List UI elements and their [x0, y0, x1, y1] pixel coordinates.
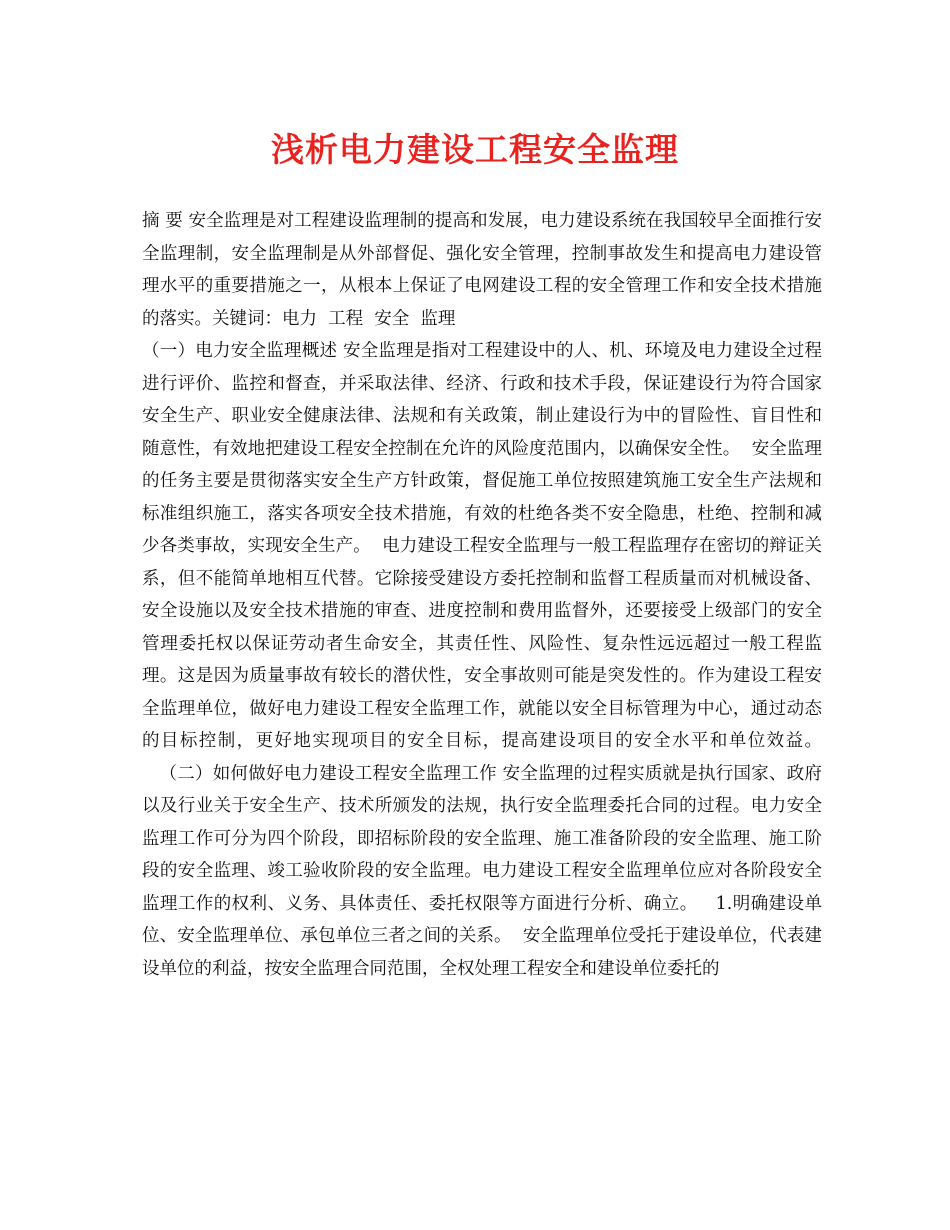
abstract-label: 摘 要 [142, 211, 183, 231]
abstract-text: 安全监理是对工程建设监理制的提高和发展，电力建设系统在我国较早全面推行安全监理制，安全监理制是从外部督促、强化安全管理，控制事故发生和提高电力建设管理水平的重要措施之一，从根本上保证了电网建设工程的安全管理工作和安全技术措施的落实。 [142, 211, 822, 329]
document-title: 浅析电力建设工程安全监理 [271, 130, 679, 169]
section2-heading: （二）如何做好电力建设工程安全监理工作 [159, 763, 497, 784]
item1-paragraph-1: 安全监理单位受托于建设单位，代表建设单位的利益，按安全监理合同范围，全权处理工程安全和建设单位委托的 [142, 926, 822, 979]
item1-heading: 1.明确建设单位、安全监理单位、承包单位三者之间的关系。 [142, 893, 822, 946]
section2-paragraph-1: 安全监理的过程实质就是执行国家、政府以及行业关于安全生产、技术所颁发的法规，执行安全监理委托合同的过程。电力安全监理工作可分为四个阶段，即招标阶段的安全监理、施工准备阶段的安全监理、施工阶段的安全监理、竣工验收阶段的安全监理。电力建设工程安全监理单位应对各阶段安全监理工作的权利、义务、具体责任、委托权限等方面进行分析、确立。 [142, 763, 822, 914]
section1-heading: （一）电力安全监理概述 [142, 341, 338, 361]
section1-paragraph-3: 电力建设工程安全监理与一般工程监理存在密切的辩证关系，但不能简单地相互代替。它除接受建设方委托控制和监督工程质量而对机械设备、安全设施以及安全技术措施的审查、进度控制和费用监督外，还要接受上级部门的安全管理委托权以保证劳动者生命安全，其责任性、风险性、复杂性远远超过一般工程监理。这是因为质量事故有较长的潜伏性，安全事故则可能是突发性的。作为建设工程安全监理单位，做好电力建设工程安全监理工作，就能以安全目标管理为中心，通过动态的目标控制，更好地实现项目的安全目标，提高建设项目的安全水平和单位效益。 [142, 536, 822, 751]
section1-paragraph-2: 安全监理的任务主要是贯彻落实安全生产方针政策，督促施工单位按照建筑施工安全生产法规和标准组织施工，落实各项安全技术措施，有效的杜绝各类不安全隐患，杜绝、控制和减少各类事故，实现安全生产。 [142, 438, 822, 556]
document-body [142, 205, 822, 985]
keywords-text: 电力 工程 安全 监理 [282, 308, 456, 329]
keywords-label: 关键词： [212, 308, 282, 329]
section1-paragraph-1: 安全监理是指对工程建设中的人、机、环境及电力建设全过程进行评价、监控和督查，并采取法律、经济、行政和技术手段，保证建设行为符合国家安全生产、职业安全健康法律、法规和有关政策，制止建设行为中的冒险性、盲目性和随意性，有效地把建设工程安全控制在允许的风险度范围内，以确保安全性。 [142, 341, 822, 459]
